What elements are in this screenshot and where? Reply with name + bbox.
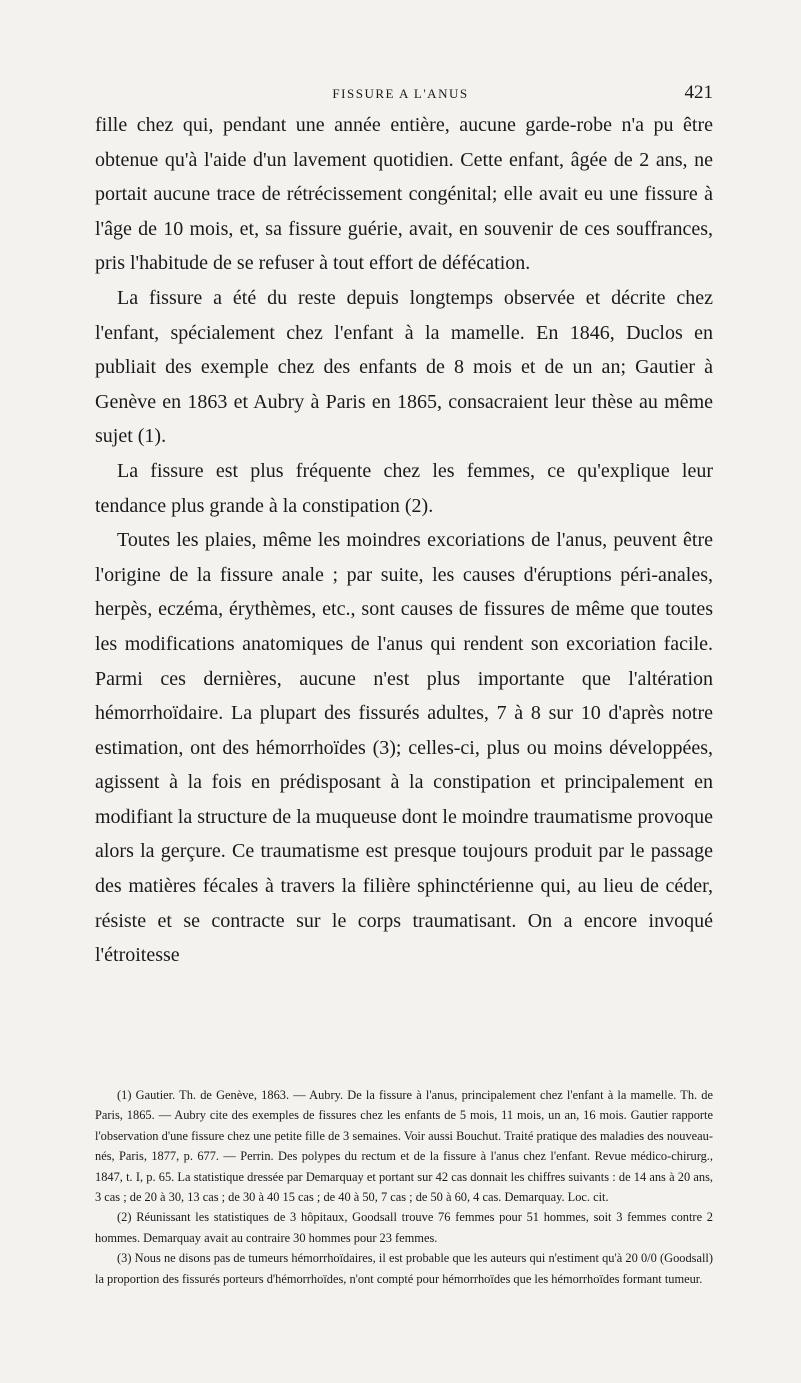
page-number: 421 bbox=[684, 82, 713, 103]
page-header bbox=[0, 82, 801, 108]
paragraph: La fissure a été du reste depuis longtemps observée et décrite chez l'enfant, spécialement chez l'enfant à la mamelle. En 1846, Duclos en publiait des exemple chez des enfants de 8 mois et de un an; Gautier à Genève en 1863 et Aubry à Paris en 1865, consacraient leur thèse au même sujet (1). bbox=[95, 286, 713, 448]
paragraph: Toutes les plaies, même les moindres excoriations de l'anus, peuvent être l'origine de la fissure anale ; par suite, les causes d'éruptions péri-anales, herpès, eczéma, érythèmes, etc., sont causes de fissures de même que toutes les modifications anatomiques de l'anus qui rendent son excoriation facile. Parmi ces dernières, aucune n'est plus importante que l'altération hémorrhoïdaire. La plupart des fissurés adultes, 7 à 8 sur 10 d'après notre estimation, ont des hémorrhoïdes (3); celles-ci, plus ou moins développées, agissent à la fois en prédisposant à la constipation et principalement en modifiant la structure de la muqueuse dont le moindre traumatisme provoque alors la gerçure. Ce traumatisme est presque toujours produit par le passage des matières fécales à travers la filière sphinctérienne qui, au lieu de céder, résiste et se contracte sur le corps traumatisant. On a encore invoqué l'étroitesse bbox=[95, 529, 713, 967]
body-text bbox=[95, 108, 713, 973]
running-title: FISSURE A L'ANUS bbox=[332, 86, 469, 101]
paragraph: fille chez qui, pendant une année entière, aucune garde-robe n'a pu être obtenue qu'à l'aide d'un lavement quotidien. Cette enfant, âgée de 2 ans, ne portait aucune trace de rétrécissement congénital; elle avait eu une fissure à l'âge de 10 mois, et, sa fissure guérie, avait, en souvenir de ces souffrances, pris l'habitude de se refuser à tout effort de défécation. bbox=[95, 114, 713, 275]
paragraph: La fissure est plus fréquente chez les femmes, ce qu'explique leur tendance plus grande à la constipation (2). bbox=[95, 459, 713, 517]
footnote: (2) Réunissant les statistiques de 3 hôpitaux, Goodsall trouve 76 femmes pour 51 hommes, soit 3 femmes contre 2 hommes. Demarquay avait au contraire 30 hommes pour 23 femmes. bbox=[95, 1210, 713, 1245]
footnote: (1) Gautier. Th. de Genève, 1863. — Aubry. De la fissure à l'anus, principalement chez l'enfant à la mamelle. Th. de Paris, 1865. — Aubry cite des exemples de fissures chez les enfants de 5 mois, 11 mois, un an, 16 mois. Gautier rapporte l'observation d'une fissure chez une petite fille de 3 semaines. Voir aussi Bouchut. Traité pratique des maladies des nouveau-nés, Paris, 1877, p. 677. — Perrin. Des polypes du rectum et de la fissure à l'anus chez l'enfant. Revue médico-chirurg., 1847, t. I, p. 65. La statistique dressée par Demarquay et portant sur 42 cas donnait les chiffres suivants : de 14 ans à 20 ans, 3 cas ; de 20 à 30, 13 cas ; de 30 à 40 15 cas ; de 40 à 50, 7 cas ; de 50 à 60, 4 cas. Demarquay. Loc. cit. bbox=[95, 1088, 713, 1205]
footnotes bbox=[95, 1085, 713, 1289]
footnote: (3) Nous ne disons pas de tumeurs hémorrhoïdaires, il est probable que les auteurs qui n'estiment qu'à 20 0/0 (Goodsall) la proportion des fissurés porteurs d'hémorrhoïdes, n'ont compté pour hémorrhoïdes que les hémorrhoïdes formant tumeur. bbox=[95, 1251, 713, 1286]
